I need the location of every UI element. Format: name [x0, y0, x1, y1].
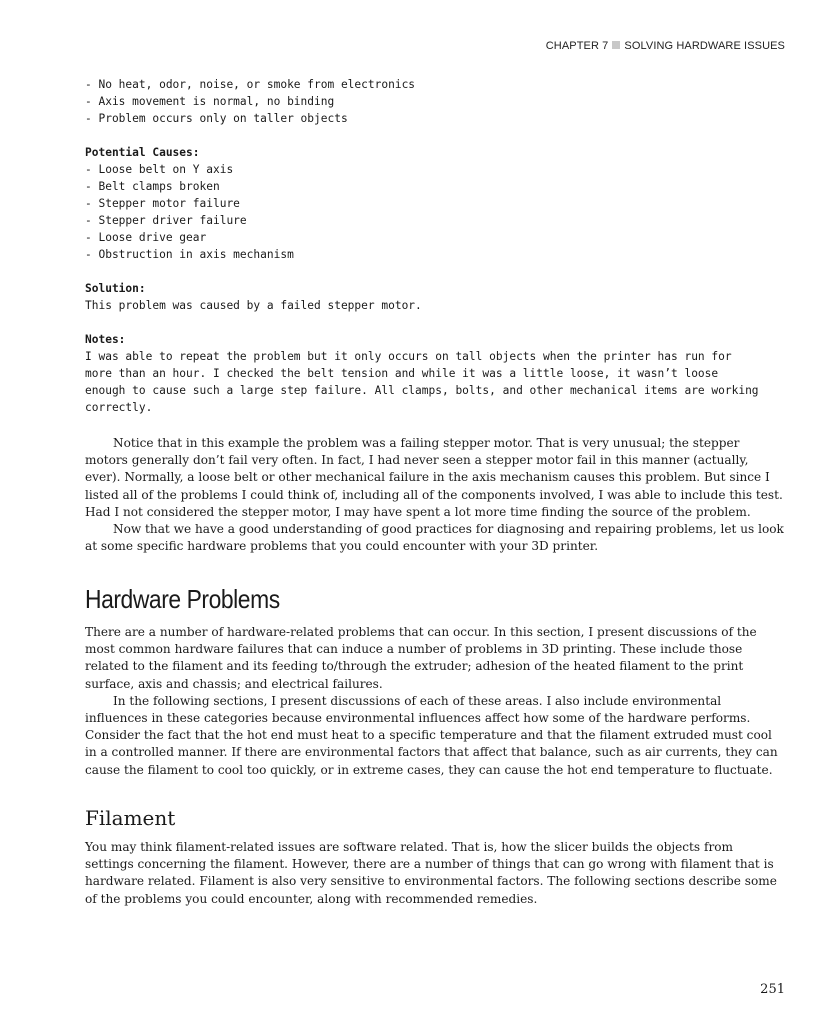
page-number: 251: [760, 982, 785, 997]
solution-text: This problem was caused by a failed stepper motor.: [85, 299, 422, 312]
cause-item: - Stepper driver failure: [85, 214, 247, 227]
troubleshooting-log: [85, 76, 790, 416]
notes-heading: Notes:: [85, 333, 126, 346]
body-paragraph: You may think filament-related issues are software related. That is, how the slicer builds the objects from settings concerning the filament. However, there are a number of things that can go wrong with filament that is hardware related. Filament is also very sensitive to environmental factors. The following sections describe some of the problems you could encounter, along with recommended remedies.: [85, 840, 777, 906]
subsection-heading-filament: Filament: [85, 806, 176, 830]
observation-line: - No heat, odor, noise, or smoke from electronics: [85, 78, 416, 91]
body-paragraph: In the following sections, I present discussions of each of these areas. I also include environmental influences in these categories because environmental influences affect how some of the hardware performs. Consider the fact that the hot end must heat to a specific temperature and that the filament extruded must cool in a controlled manner. If there are environmental factors that affect that balance, such as air currents, they can cause the filament to cool too quickly, or in extreme cases, they can cause the hot end temperature to fluctuate.: [85, 693, 778, 777]
cause-item: - Stepper motor failure: [85, 197, 240, 210]
notes-line: I was able to repeat the problem but it only occurs on tall objects when the printer has run for: [85, 350, 732, 363]
observation-line: - Problem occurs only on taller objects: [85, 112, 348, 125]
cause-item: - Obstruction in axis mechanism: [85, 248, 294, 261]
notes-line: correctly.: [85, 401, 153, 414]
body-paragraph: There are a number of hardware-related problems that can occur. In this section, I present discussions of the most common hardware failures that can induce a number of problems in 3D printing. These include those related to the filament and its feeding to/through the extruder; adhesion of the heated filament to the print surface, axis and chassis; and electrical failures.: [85, 625, 757, 691]
solution-heading: Solution:: [85, 282, 146, 295]
intro-section: [85, 435, 785, 555]
running-header: [546, 40, 785, 52]
observation-line: - Axis movement is normal, no binding: [85, 95, 335, 108]
chapter-title: SOLVING HARDWARE ISSUES: [624, 40, 785, 52]
cause-item: - Loose drive gear: [85, 231, 207, 244]
notes-line: more than an hour. I checked the belt tension and while it was a little loose, it wasn’t loose: [85, 367, 719, 380]
header-separator: [612, 41, 620, 49]
section-heading-hardware-problems: Hardware Problems: [85, 584, 280, 614]
hardware-section: [85, 624, 785, 779]
causes-heading: Potential Causes:: [85, 146, 200, 159]
chapter-label: CHAPTER 7: [545, 40, 609, 52]
cause-item: - Belt clamps broken: [85, 180, 220, 193]
body-paragraph: Now that we have a good understanding of good practices for diagnosing and repairing problems, let us look at some specific hardware problems that you could encounter with your 3D printer.: [85, 522, 784, 554]
notes-line: enough to cause such a large step failure. All clamps, bolts, and other mechanical items are working: [85, 384, 759, 397]
cause-item: - Loose belt on Y axis: [85, 163, 234, 176]
filament-section: [85, 839, 785, 908]
body-paragraph: Notice that in this example the problem was a failing stepper motor. That is very unusual; the stepper motors generally don’t fail very often. In fact, I had never seen a stepper motor fail in this manner (actually, ever). Normally, a loose belt or other mechanical failure in the axis mechanism causes this problem. But since I listed all of the problems I could think of, including all of the components involved, I was able to include this test. Had I not considered the stepper motor, I may have spent a lot more time finding the source of the problem.: [85, 436, 783, 519]
